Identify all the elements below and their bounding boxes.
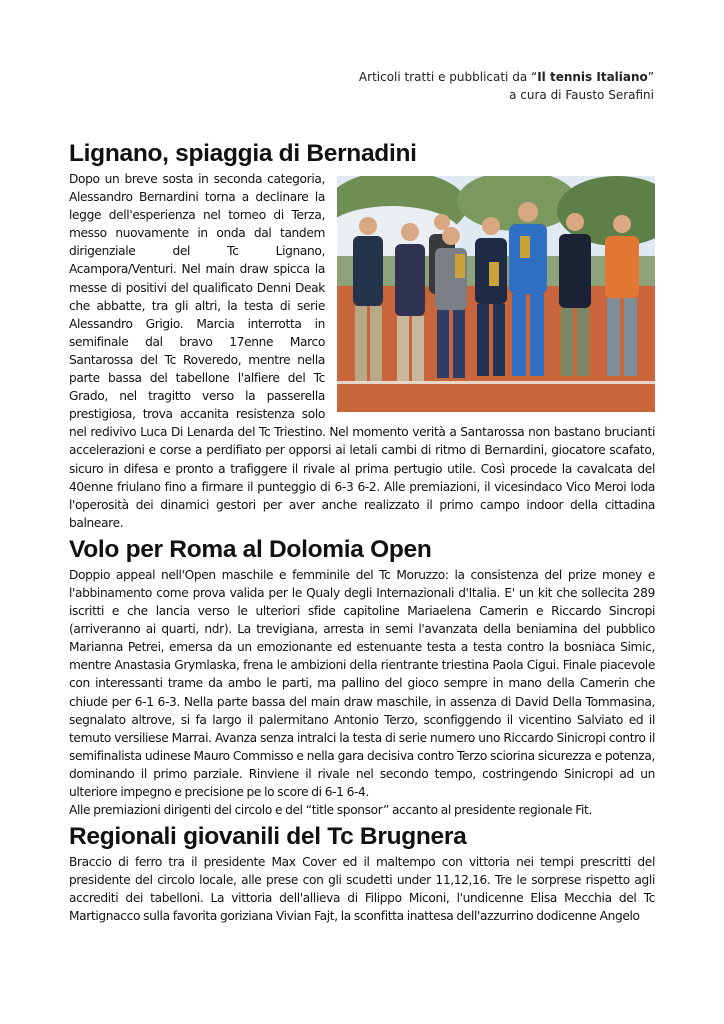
articles-column — [69, 140, 655, 926]
article-text: Doppio appeal nell'Open maschile e femminile del Tc Moruzzo: la consistenza del prize money e l'abbinamento come prova valida per le Qualy degli Internazionali d'Italia. E' un kit che sollecita 289 iscritti e che lancia verso le ulteriori sfide capitoline Mariaelena Camerin e Riccardo Sincropi (arriveranno ai quarti, ndr). La trevigiana, arresta in semi l'avanzata della beniamina del pubblico Marianna Petrei, emersa da un emozionante ed estenuante testa a testa contro la bosniaca Simic, mentre Anastasia Grymlaska, frena le ambizioni della rientrante triestina Paola Cigui. Finale piacevole con interessanti trame da ambo le parti, ma pallino del gioco sempre in mano della Camerin che chiude per 6-1 6-3. Nella parte bassa del main draw maschile, in assenza di David Della Tommasina, segnalato altrove, si fa largo il palermitano Antonio Terzo, sconfiggendo il vicentino Salviato ed il temuto versiliese Marrai. Avanza senza intralci la testa di serie numero uno Riccardo Sinicropi contro il semifinalista udinese Mauro Commisso e nella gara decisiva contro Terzo sciorina sicurezza e potenza, dominando il primo parziale. Rinviene il rivale nel secondo tempo, costringendo Sinicropi ad un ulteriore impegno e precisione pe lo score di 6-1 6-4. — [69, 567, 655, 799]
page-header — [359, 68, 654, 104]
tennis-players-photo — [337, 176, 655, 412]
article-photo — [337, 176, 655, 412]
article-title: Volo per Roma al Dolomia Open — [69, 535, 432, 563]
article-lignano — [69, 140, 655, 532]
source-line: Articoli tratti e pubblicati da “Il tennis Italiano” — [358, 70, 654, 84]
article-text: Braccio di ferro tra il presidente Max Cover ed il maltempo con vittoria nei tempi prescritti del presidente del circolo locale, alle prese con gli scudetti under 11,12,16. Tre le sorprese rispetto agli accrediti dei tabelloni. La vittoria dell'allieva di Filippo Miconi, l'undicenne Elisa Mecchia del Tc Martignacco sulla favorita goriziana Vivian Fajt, la sconfitta inattesa dell'azzurrino dodicenne Angelo — [69, 855, 655, 924]
article-brugnera — [69, 823, 655, 925]
author-line: a cura di Fausto Serafini — [509, 88, 654, 102]
article-title: Lignano, spiaggia di Bernadini — [69, 140, 417, 167]
article-text: Dopo un breve sosta in seconda categoria, Alessandro Bernardini torna a declinare la legge dell'esperienza nel torneo di Terza, messo nuovamente in onda dal tandem dirigenziale del Tc Lignano, Acampora/Venturi. Nel main draw spicca la messe di positivi del qualificato Denni Deak che abbatte, tra gli altri, la testa di serie Alessandro Grigio. Marcia interrotta in semifinale dal bravo 17enne Marco Santarossa del Tc Roveredo, mentre nella parte bassa del tabellone l'alfiere del Tc Grado, nel tragitto verso la passerella prestigiosa, trova accanita resistenza solo nel redivivo Luca Di Lenarda del Tc Triestino. Nel momento verità a Santarossa non bastano brucianti accelerazioni e corse a perdifiato per opporsi ai letali cambi di ritmo di Bernardini, giocatore scafato, sicuro in difesa e pronto a trafiggere il rivale al prima pertugio utile. Così procede la cavalcata del 40enne friulano fino a firmare il punteggio di 6-3 6-2. Alle premiazioni, il vicesindaco Vico Meroi loda l'operosità dei dinamici gestori per aver anche realizzato il primo campo indoor della cittadina balneare. — [69, 172, 655, 530]
article-text: Alle premiazioni dirigenti del circolo e del “title sponsor” accanto al presidente regionale Fit. — [69, 803, 592, 818]
magazine-name: Il tennis Italiano — [537, 70, 648, 84]
article-dolomia-open — [69, 536, 655, 819]
article-title: Regionali giovanili del Tc Brugnera — [69, 823, 467, 851]
